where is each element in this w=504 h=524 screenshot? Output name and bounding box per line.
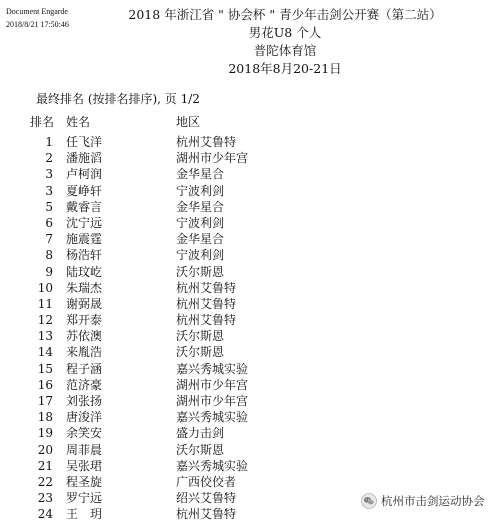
table-row [0,425,504,441]
name-cell: 夏峥轩 [66,183,103,198]
region-cell: 嘉兴秀城实验 [176,458,249,473]
name-cell: 任飞洋 [66,135,103,149]
region-cell: 杭州艾鲁特 [176,507,237,522]
table-row [0,474,504,490]
competition-title: 2018 年浙江省 " 协会杯 " 青少年击剑公开赛（第二站） [128,7,442,22]
region-cell: 嘉兴秀城实验 [176,410,249,425]
event-date: 2018年8月20-21日 [228,61,342,76]
ranking-subtitle: 最终排名 (按排名排序), 页 1/2 [36,92,200,106]
region-cell: 杭州艾鲁特 [176,280,237,295]
name-cell: 刘张扬 [66,394,103,408]
rank-cell: 14 [37,345,53,360]
rank-cell: 24 [37,507,53,522]
region-cell: 金华星合 [176,199,225,214]
table-row [0,442,504,458]
name-cell: 戴睿言 [66,199,103,214]
name-cell: 郑开泰 [66,313,103,328]
rank-cell: 3 [45,167,53,182]
table-row [0,458,504,474]
table-row [0,328,504,344]
rank-cell: 3 [45,183,53,198]
rank-cell: 9 [45,264,53,279]
rank-cell: 21 [37,458,53,473]
event-name: 男花U8 个人 [248,25,322,40]
name-cell: 周菲晨 [66,442,103,457]
venue: 普陀体育馆 [253,43,317,58]
table-row [0,134,504,150]
table-row [0,312,504,328]
rank-cell: 5 [45,199,53,214]
rank-cell: 2 [45,151,53,166]
rank-cell: 6 [45,215,53,230]
watermark [359,492,487,510]
region-cell: 绍兴艾鲁特 [176,491,237,506]
region-cell: 沃尔斯恩 [176,329,225,344]
rank-cell: 17 [37,394,53,408]
rank-cell: 7 [45,232,53,247]
region-cell: 湖州市少年宫 [176,394,249,408]
rank-cell: 15 [37,361,53,376]
region-cell: 杭州艾鲁特 [176,313,237,328]
name-cell: 吴张珺 [66,458,103,473]
rank-cell: 12 [37,313,53,328]
region-cell: 湖州市少年宫 [176,377,249,392]
rank-cell: 18 [37,410,53,425]
name-cell: 卢柯润 [66,167,103,182]
region-cell: 杭州艾鲁特 [176,296,237,311]
name-cell: 唐浚洋 [66,410,103,425]
watermark-text: 杭州市击剑运动协会 [381,494,485,508]
region-cell: 宁波利剑 [176,248,225,263]
region-cell: 嘉兴秀城实验 [176,361,249,376]
name-cell: 程子涵 [66,361,103,376]
name-cell: 王 玥 [66,507,103,522]
table-row [0,377,504,393]
region-cell: 沃尔斯恩 [176,345,225,360]
name-cell: 杨浩轩 [66,248,103,263]
name-cell: 余笑安 [66,426,103,441]
region-cell: 宁波利剑 [176,215,225,230]
column-header-name: 姓名 [66,115,91,129]
name-cell: 苏依澳 [66,329,103,344]
wechat-icon [361,493,377,509]
region-cell: 金华星合 [176,232,225,247]
table-row [0,183,504,199]
name-cell: 潘施滔 [66,151,103,166]
ranking-table [0,134,504,523]
table-row [0,150,504,166]
name-cell: 范济豪 [66,377,103,392]
name-cell: 陆玟屹 [66,264,103,279]
table-row [0,393,504,409]
rank-cell: 22 [37,474,53,489]
rank-cell: 23 [37,491,53,506]
table-row [0,166,504,182]
region-cell: 宁波利剑 [176,183,225,198]
rank-cell: 11 [37,296,53,311]
region-cell: 广西佼佼者 [176,474,237,489]
name-cell: 罗宁远 [66,491,103,506]
name-cell: 程圣旋 [66,474,103,489]
name-cell: 朱瑞杰 [66,280,103,295]
region-cell: 金华星合 [176,167,225,182]
rank-cell: 13 [37,329,53,344]
table-row [0,409,504,425]
rank-cell: 10 [37,280,53,295]
region-cell: 沃尔斯恩 [176,264,225,279]
rank-cell: 8 [45,248,53,263]
table-row [0,199,504,215]
table-row [0,296,504,312]
name-cell: 施震霆 [66,232,103,247]
rank-cell: 16 [37,377,53,392]
column-header-rank: 排名 [30,115,55,129]
print-datetime: 2018/8/21 17:50:46 [6,20,69,29]
region-cell: 盛力击剑 [176,426,225,441]
name-cell: 沈宁远 [66,215,103,230]
table-row [0,264,504,280]
rank-cell: 1 [45,135,53,149]
software-name: Document Engarde [6,7,68,16]
region-cell: 湖州市少年宫 [176,151,249,166]
rank-cell: 19 [37,426,53,441]
table-row [0,280,504,296]
table-row [0,247,504,263]
name-cell: 谢弼晟 [66,296,103,311]
table-row [0,231,504,247]
table-row [0,215,504,231]
region-cell: 沃尔斯恩 [176,442,225,457]
region-cell: 杭州艾鲁特 [176,135,237,149]
rank-cell: 20 [37,442,53,457]
name-cell: 来胤浩 [66,345,103,360]
column-header-region: 地区 [176,115,201,129]
table-row [0,344,504,360]
table-row [0,361,504,377]
